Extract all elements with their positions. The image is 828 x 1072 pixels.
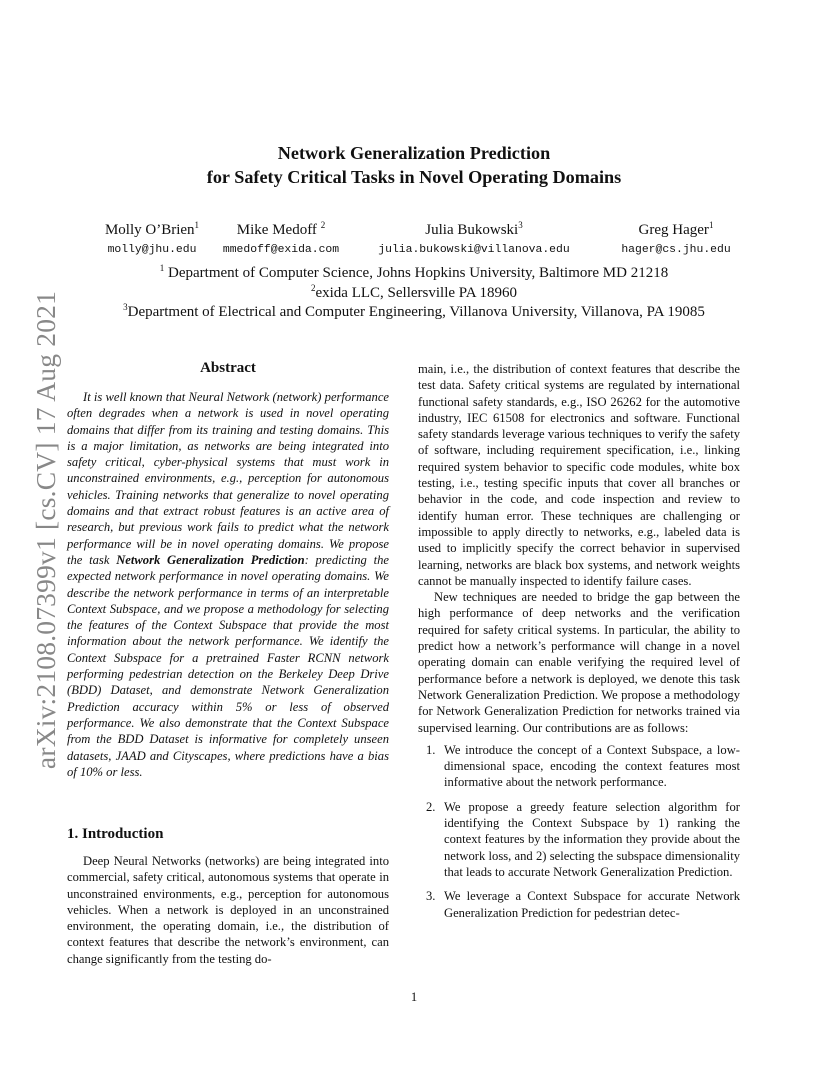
author-email[interactable]: julia.bukowski@villanova.edu	[378, 244, 570, 256]
right-column	[418, 361, 740, 929]
abstract-paragraph: It is well known that Neural Network (network) performance often degrades when a network is used in novel operating domains that differ from its training and testing domains. This is a major limitation, as networks are being integrated into safety critical, cyber-physical systems that must work in unconstrained environments, e.g., perception for autonomous vehicles. Training networks that generalize to novel operating domains and that extract robust features is an active area of research, but previous work fails to predict what the network performance will be in novel operating domains. We propose the task Network Generalization Prediction: predicting the expected network performance in novel operating domains. We describe the network performance in terms of an interpretable Context Subspace, and we propose a methodology for selecting the features of the Context Subspace that provide the most information about the network performance. We identify the Context Subspace for a pretrained Faster RCNN network performing pedestrian detection on the Berkeley Deep Drive (BDD) Dataset, and demonstrate Network Generalization Prediction accuracy within 5% or less of observed performance. We also demonstrate that the Context Subspace from the BDD Dataset is informative for completely unseen datasets, JAAD and Cityscapes, where predictions have a bias of 10% or less.	[67, 390, 389, 779]
list-item: 1. We introduce the concept of a Context Subspace, a low-dimensional space, encoding the context features most informative about the network performance.	[426, 742, 740, 790]
arxiv-identifier: arXiv:2108.07399v1 [cs.CV] 17 Aug 2021	[30, 290, 61, 770]
page-number: 1	[410, 990, 418, 1004]
section-heading-introduction: 1. Introduction	[67, 826, 164, 842]
author-name: Mike Medoff	[236, 222, 321, 238]
author-affil-sup: 2	[320, 220, 326, 230]
paper-title	[0, 141, 828, 189]
author-affil-sup: 1	[708, 220, 714, 230]
author-2	[191, 220, 371, 258]
author-name: Molly O’Brien	[104, 222, 195, 238]
contributions-list	[418, 742, 740, 921]
author-3	[364, 220, 584, 258]
author-name: Julia Bukowski	[425, 222, 519, 238]
abstract-bold-term: Network Generalization Prediction	[116, 552, 305, 567]
intro-paragraph-1: Deep Neural Networks (networks) are being integrated into commercial, safety critical, autonomous systems that operate in unconstrained environments, e.g., perception for autonomous vehicles. When a network is deployed in an unconstrained environment, the operating domain, i.e., the distribution of context features that describe the network’s environment, can change significantly from the testing do-	[67, 854, 389, 966]
affiliations	[0, 264, 828, 323]
author-name: Greg Hager	[638, 222, 709, 238]
affiliation-1: $^1$ Department of Computer Science, Johns Hopkins University, Baltimore MD 21218	[159, 263, 669, 281]
abstract-heading: Abstract	[200, 360, 256, 376]
author-email[interactable]: molly@jhu.edu	[107, 244, 197, 256]
author-affil-sup: 1	[194, 220, 200, 230]
affiliation-2: $^2$exida LLC, Sellersville PA 18960	[310, 282, 518, 301]
title-line-2: for Safety Critical Tasks in Novel Operating Domains	[206, 167, 622, 187]
list-item: 2. We propose a greedy feature selection algorithm for identifying the Context Subspace by 1) ranking the context features by the information they provide about the network loss, and 2) selecting the subspace dimensionality that leads to accurate Network Generalization Prediction.	[426, 799, 740, 879]
list-item: 3. We leverage a Context Subspace for accurate Network Generalization Prediction for pedestrian detec-	[426, 889, 740, 920]
author-email[interactable]: mmedoff@exida.com	[222, 244, 340, 256]
title-line-1: Network Generalization Prediction	[277, 143, 551, 163]
author-4	[586, 220, 766, 258]
abstract-body	[67, 389, 389, 780]
affiliation-3: $^3$Department of Electrical and Computer Engineering, Villanova University, Villanova, PA 19085	[123, 302, 705, 320]
right-paragraph-1: main, i.e., the distribution of context features that describe the test data. Safety critical systems are regulated by international functional safety standards, e.g., ISO 26262 for the automotive industry, IEC 61508 for electronics and software. Functional safety standards leverage various techniques to verify the safety of software, including requirement specification, i.e., linking required system behavior to specific code modules, white box testing, i.e., testing specific inputs that cover all branches or behavior in the code, and code inspection and review to identify human error. These techniques are challenging or impossible to apply directly to networks, e.g., labeled data is used to implicitly specify the correct behavior in supervised learning, networks are black box systems, and network weights cannot be manually inspected to identify failure cases.	[418, 362, 740, 588]
introduction-body	[67, 853, 389, 967]
author-email[interactable]: hager@cs.jhu.edu	[621, 244, 731, 256]
author-affil-sup: 3	[518, 220, 523, 230]
right-paragraph-2: New techniques are needed to bridge the gap between the high performance of deep networks and the verification required for safety critical systems. In particular, the ability to predict how a network’s performance will change in a novel operating domain can enable verifying the required level of performance before a network is deployed, we denote this task Network Generalization Prediction. We propose a methodology for Network Generalization Prediction for networks trained via supervised learning. Our contributions are as follows:	[418, 590, 740, 735]
